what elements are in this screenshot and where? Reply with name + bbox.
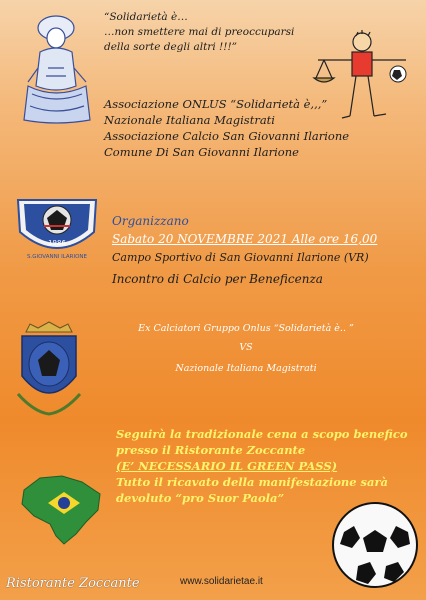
club-year: 1986 — [48, 239, 66, 247]
brazil-map-icon — [16, 470, 106, 548]
event-venue: Campo Sportivo di San Giovanni Ilarione (VR) — [112, 251, 369, 264]
vs-label: VS — [239, 342, 253, 353]
quote-line: della sorte degli altri !!!” — [104, 41, 238, 53]
organizer-item: Nazionale Italiana Magistrati — [104, 113, 275, 127]
organizer-item: Associazione ONLUS “Solidarietà è,,,” — [104, 97, 328, 111]
dinner-block — [116, 426, 416, 506]
dinner-line: Tutto il ricavato della manifestazione sarà — [116, 475, 388, 489]
website-link[interactable]: www.solidarietae.it — [180, 576, 263, 587]
organizer-item: Comune Di San Giovanni Ilarione — [104, 145, 299, 159]
charity-figure-icon — [18, 8, 96, 128]
organizzano-label: Organizzano — [112, 214, 189, 228]
event-block — [112, 212, 422, 288]
restaurant-name: Ristorante Zoccante — [6, 576, 140, 591]
match-block — [96, 322, 396, 375]
quote-line: …non smettere mai di preoccuparsi — [104, 26, 295, 38]
restaurant-logo — [6, 572, 140, 591]
organizers-list — [104, 96, 404, 160]
football-icon — [330, 500, 420, 590]
dinner-line: devoluto “pro Suor Paola” — [116, 491, 285, 505]
green-pass-note: (E’ NECESSARIO IL GREEN PASS) — [116, 459, 338, 473]
event-title: Incontro di Calcio per Beneficenza — [112, 272, 323, 286]
club-crest-icon — [14, 192, 100, 262]
event-date: Sabato 20 NOVEMBRE 2021 Alle ore 16,00 — [112, 232, 378, 246]
municipal-crest-icon — [14, 320, 84, 416]
dinner-line: Seguirà la tradizionale cena a scopo benefico — [116, 427, 408, 441]
team2-label: Nazionale Italiana Magistrati — [175, 363, 317, 374]
quote-block — [104, 10, 324, 55]
dinner-line: presso il Ristorante Zoccante — [116, 443, 306, 457]
organizer-item: Associazione Calcio San Giovanni Ilarione — [104, 129, 350, 143]
team1-label: Ex Calciatori Gruppo Onlus “Solidarietà è.. ” — [138, 323, 354, 334]
quote-line: “Solidarietà è… — [104, 11, 188, 23]
club-name: S.GIOVANNI ILARIONE — [26, 254, 88, 260]
